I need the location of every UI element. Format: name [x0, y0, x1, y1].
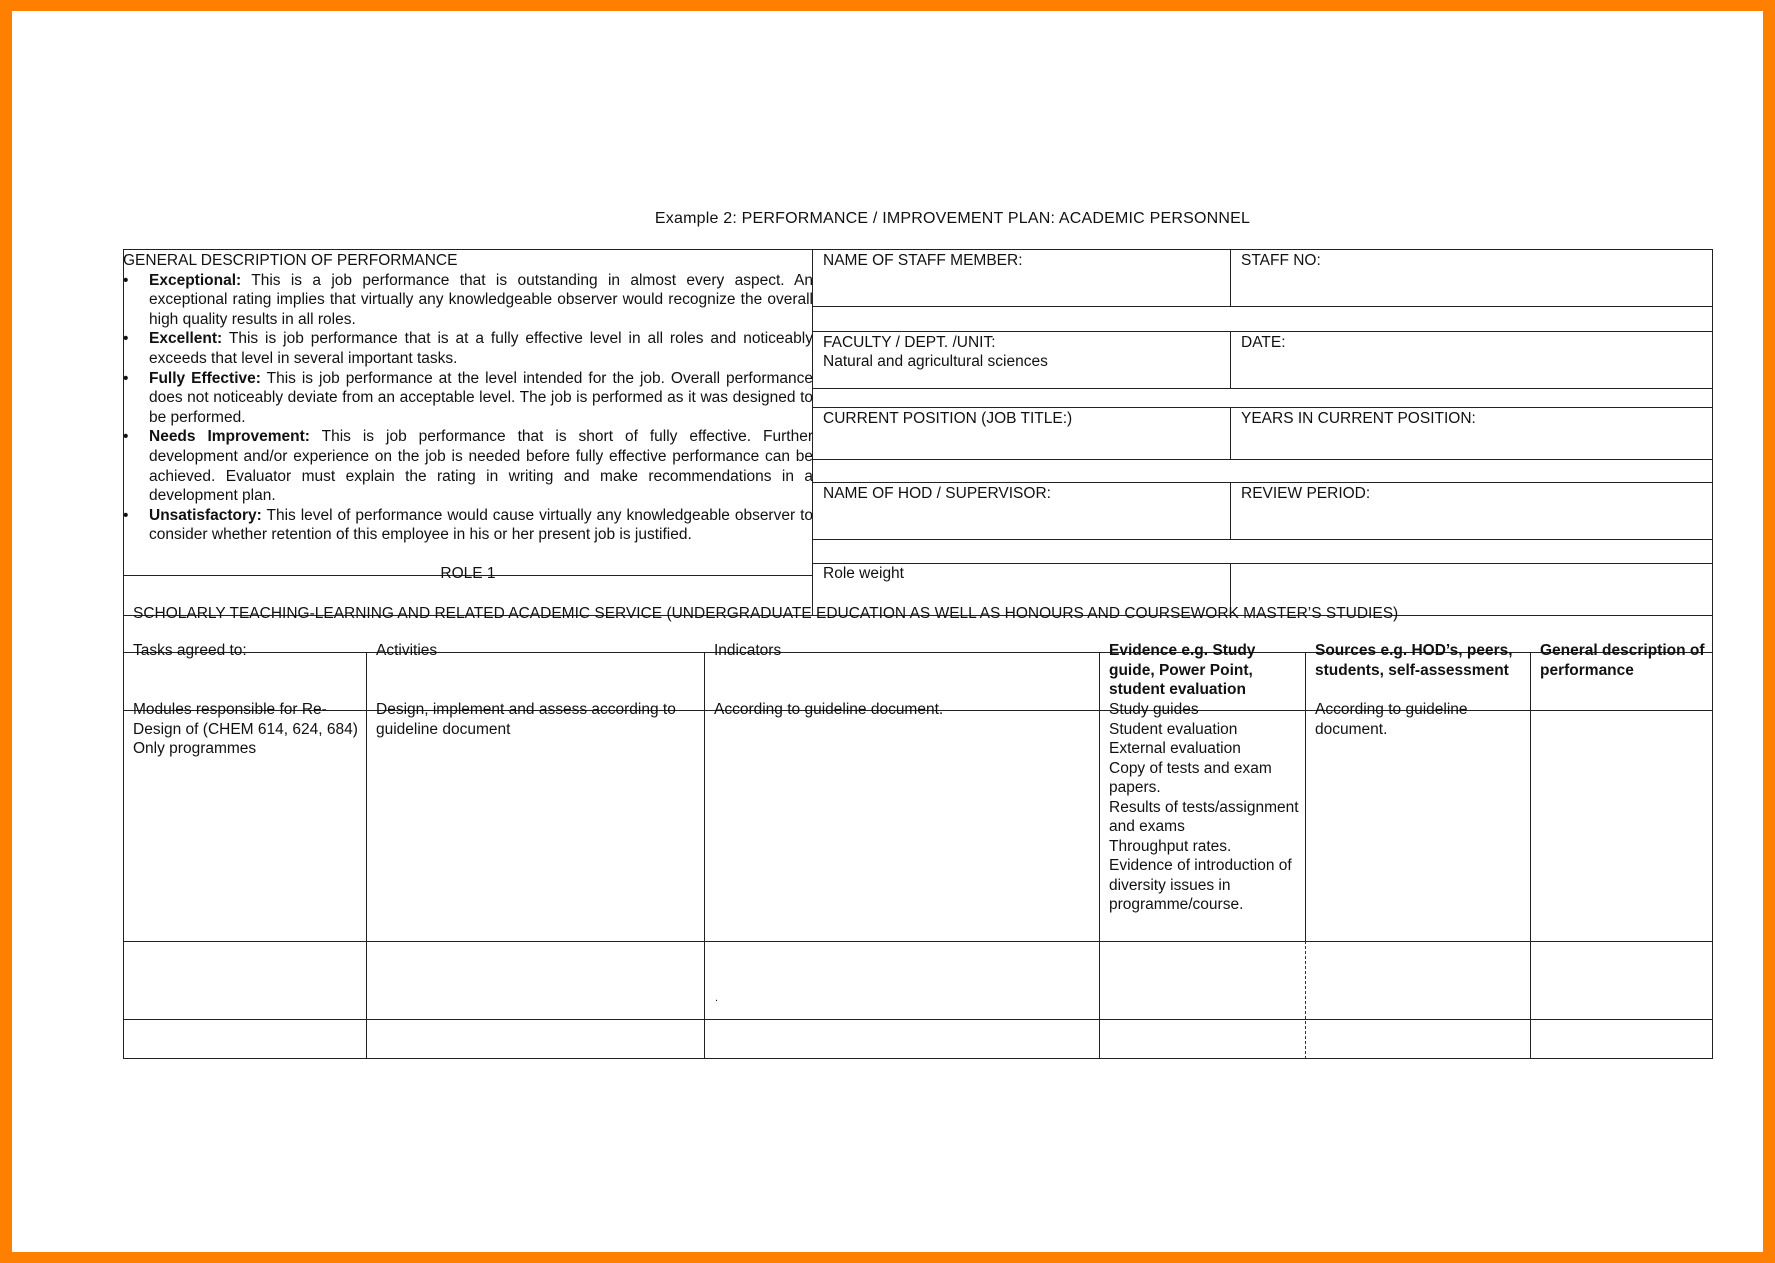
staff-name-label: NAME OF STAFF MEMBER: [823, 252, 1023, 269]
divider [812, 407, 1713, 408]
cell-source: According to guideline document. [1315, 701, 1468, 738]
divider [1230, 331, 1231, 388]
divider [1305, 941, 1306, 1059]
divider [812, 388, 1713, 389]
divider [1305, 652, 1306, 941]
divider [1230, 482, 1231, 539]
divider [812, 459, 1713, 460]
position-label: CURRENT POSITION (JOB TITLE:) [823, 410, 1073, 427]
general-heading: GENERAL DESCRIPTION OF PERFORMANCE [123, 252, 458, 269]
staff-no-label: STAFF NO: [1241, 252, 1321, 269]
divider [1530, 652, 1531, 1059]
divider [812, 563, 1713, 564]
rating-list [123, 271, 813, 545]
header-evidence: Evidence e.g. Study guide, Power Point, student evaluation [1109, 642, 1256, 698]
role-label: ROLE 1 [440, 565, 496, 582]
divider [123, 941, 1713, 942]
divider [366, 652, 367, 1059]
divider [1230, 407, 1231, 459]
document-page [12, 11, 1763, 1252]
rating-unsatisfactory: • Unsatisfactory: This level of performance would cause virtually any knowledgeable observer to consider whether retention of this employee in his or her present job is justified. [123, 506, 813, 545]
review-period-label: REVIEW PERIOD: [1241, 485, 1371, 502]
header-general-description: General description of performance [1540, 642, 1705, 679]
page-title: Example 2: PERFORMANCE / IMPROVEMENT PLAN: ACADEMIC PERSONNEL [654, 210, 1251, 227]
rating-fully-effective: • Fully Effective: This is job performance at the level intended for the job. Overall performance does not noticeably deviate from an acceptable level. The job is performed as it was designed to be performed. [123, 369, 813, 428]
divider [812, 539, 1713, 540]
rating-exceptional: • Exceptional: This is a job performance that is outstanding in almost every aspect. An exceptional rating implies that virtually any knowledgeable observer would recognize the overall high quality results in all roles. [123, 271, 813, 330]
faculty-label: FACULTY / DEPT. /UNIT: [823, 334, 996, 351]
faculty-value: Natural and agricultural sciences [823, 353, 1048, 370]
hod-label: NAME OF HOD / SUPERVISOR: [823, 485, 1051, 502]
divider [812, 482, 1713, 483]
divider [1230, 249, 1231, 306]
header-sources: Sources e.g. HOD’s, peers, students, self-assessment [1315, 642, 1513, 679]
divider [704, 652, 705, 1059]
divider [1099, 652, 1100, 1059]
general-description [123, 251, 813, 545]
role-weight-label: Role weight [823, 565, 904, 582]
divider [812, 331, 1713, 332]
cell-indicator: According to guideline document. [714, 701, 944, 718]
header-activities: Activities [376, 642, 438, 659]
header-indicators: Indicators [714, 642, 782, 659]
section-heading: SCHOLARLY TEACHING-LEARNING AND RELATED ACADEMIC SERVICE (UNDERGRADUATE EDUCATION AS WELL AS HONOURS AND COURSEWORK MASTER’S STUDIES) [133, 605, 1399, 622]
date-label: DATE: [1241, 334, 1286, 351]
header-tasks: Tasks agreed to: [133, 642, 247, 659]
rating-excellent: • Excellent: This is job performance that is at a fully effective level in all roles and noticeably exceeds that level in several important tasks. [123, 329, 813, 368]
years-label: YEARS IN CURRENT POSITION: [1241, 410, 1476, 427]
cell-evidence: Study guides Student evaluation External evaluation Copy of tests and exam papers. Results of tests/assignment and exams Throughput rates. Evidence of introduction of diversity issues in programme/course. [1109, 701, 1299, 913]
cell-activity: Design, implement and assess according to guideline document [376, 701, 676, 738]
rating-needs-improvement: • Needs Improvement: This is job performance that is short of fully effective. Further development and/or experience on the job is needed before fully effective performance can be achieved. Evaluator must explain the rating in writing and make recommendations in a development plan. [123, 427, 813, 505]
divider [812, 306, 1713, 307]
cell-task: Modules responsible for Re-Design of (CHEM 614, 624, 684) Only programmes [133, 701, 358, 757]
divider [123, 1019, 1713, 1020]
row2-mark: . [715, 992, 719, 1004]
